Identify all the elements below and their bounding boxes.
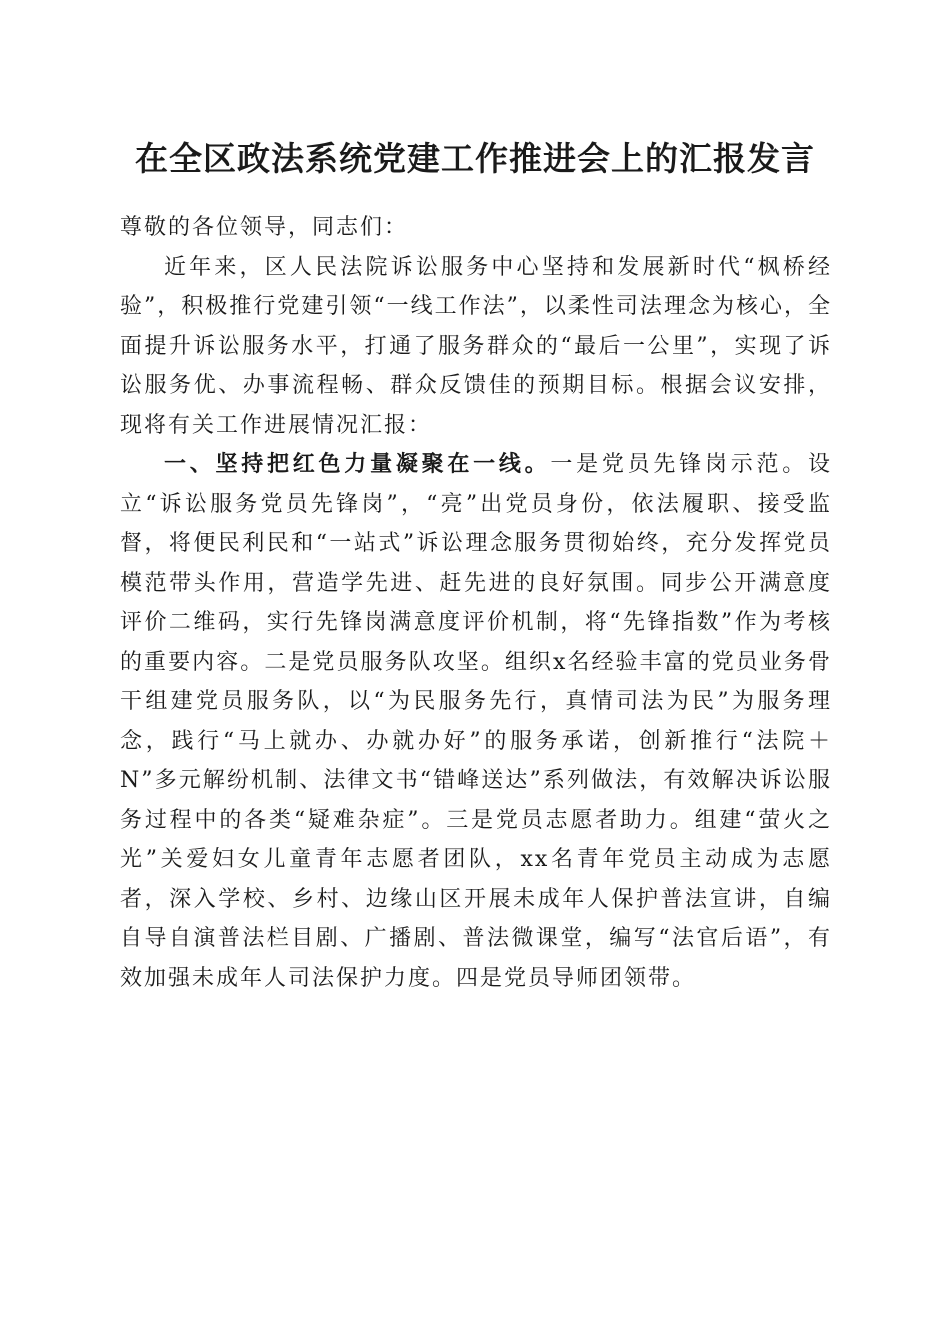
section-1-body: 一是党员先锋岗示范。设立“诉讼服务党员先锋岗”，“亮”出党员身份，依法履职、接受监督，将便民利民和“一站式”诉讼理念服务贯彻始终，充分发挥党员模范带头作用，营造学先进、赶先进的良好氛围。同步公开满意度评价二维码，实行先锋岗满意度评价机制，将“先锋指数”作为考核的重要内容。二是党员服务队攻坚。组织x名经验丰富的党员业务骨干组建党员服务队，以“为民服务先行，真情司法为民”为服务理念，践行“马上就办、办就办好”的服务承诺，创新推行“法院＋N”多元解纷机制、法律文书“错峰送达”系列做法，有效解决诉讼服务过程中的各类“疑难杂症”。三是党员志愿者助力。组建“萤火之光”关爱妇女儿童青年志愿者团队，xx名青年党员主动成为志愿者，深入学校、乡村、边缘山区开展未成年人保护普法宣讲，自编自导自演普法栏目剧、广播剧、普法微课堂，编写“法官后语”，有效加强未成年人司法保护力度。四是党员导师团领带。 xyxy=(120,452,832,991)
section-1-heading: 一、坚持把红色力量凝聚在一线。 xyxy=(164,451,551,477)
greeting: 尊敬的各位领导，同志们： xyxy=(120,215,409,240)
intro-paragraph: 近年来，区人民法院诉讼服务中心坚持和发展新时代“枫桥经验”，积极推行党建引领“一线工作法”，以柔性司法理念为核心，全面提升诉讼服务水平，打通了服务群众的“最后一公里”，实现了诉讼服务优、办事流程畅、群众反馈佳的预期目标。根据会议安排，现将有关工作进展情况汇报： xyxy=(120,254,832,438)
document-body xyxy=(120,208,832,998)
document-title: 在全区政法系统党建工作推进会上的汇报发言 xyxy=(135,139,815,178)
section-1-paragraph xyxy=(120,445,832,998)
